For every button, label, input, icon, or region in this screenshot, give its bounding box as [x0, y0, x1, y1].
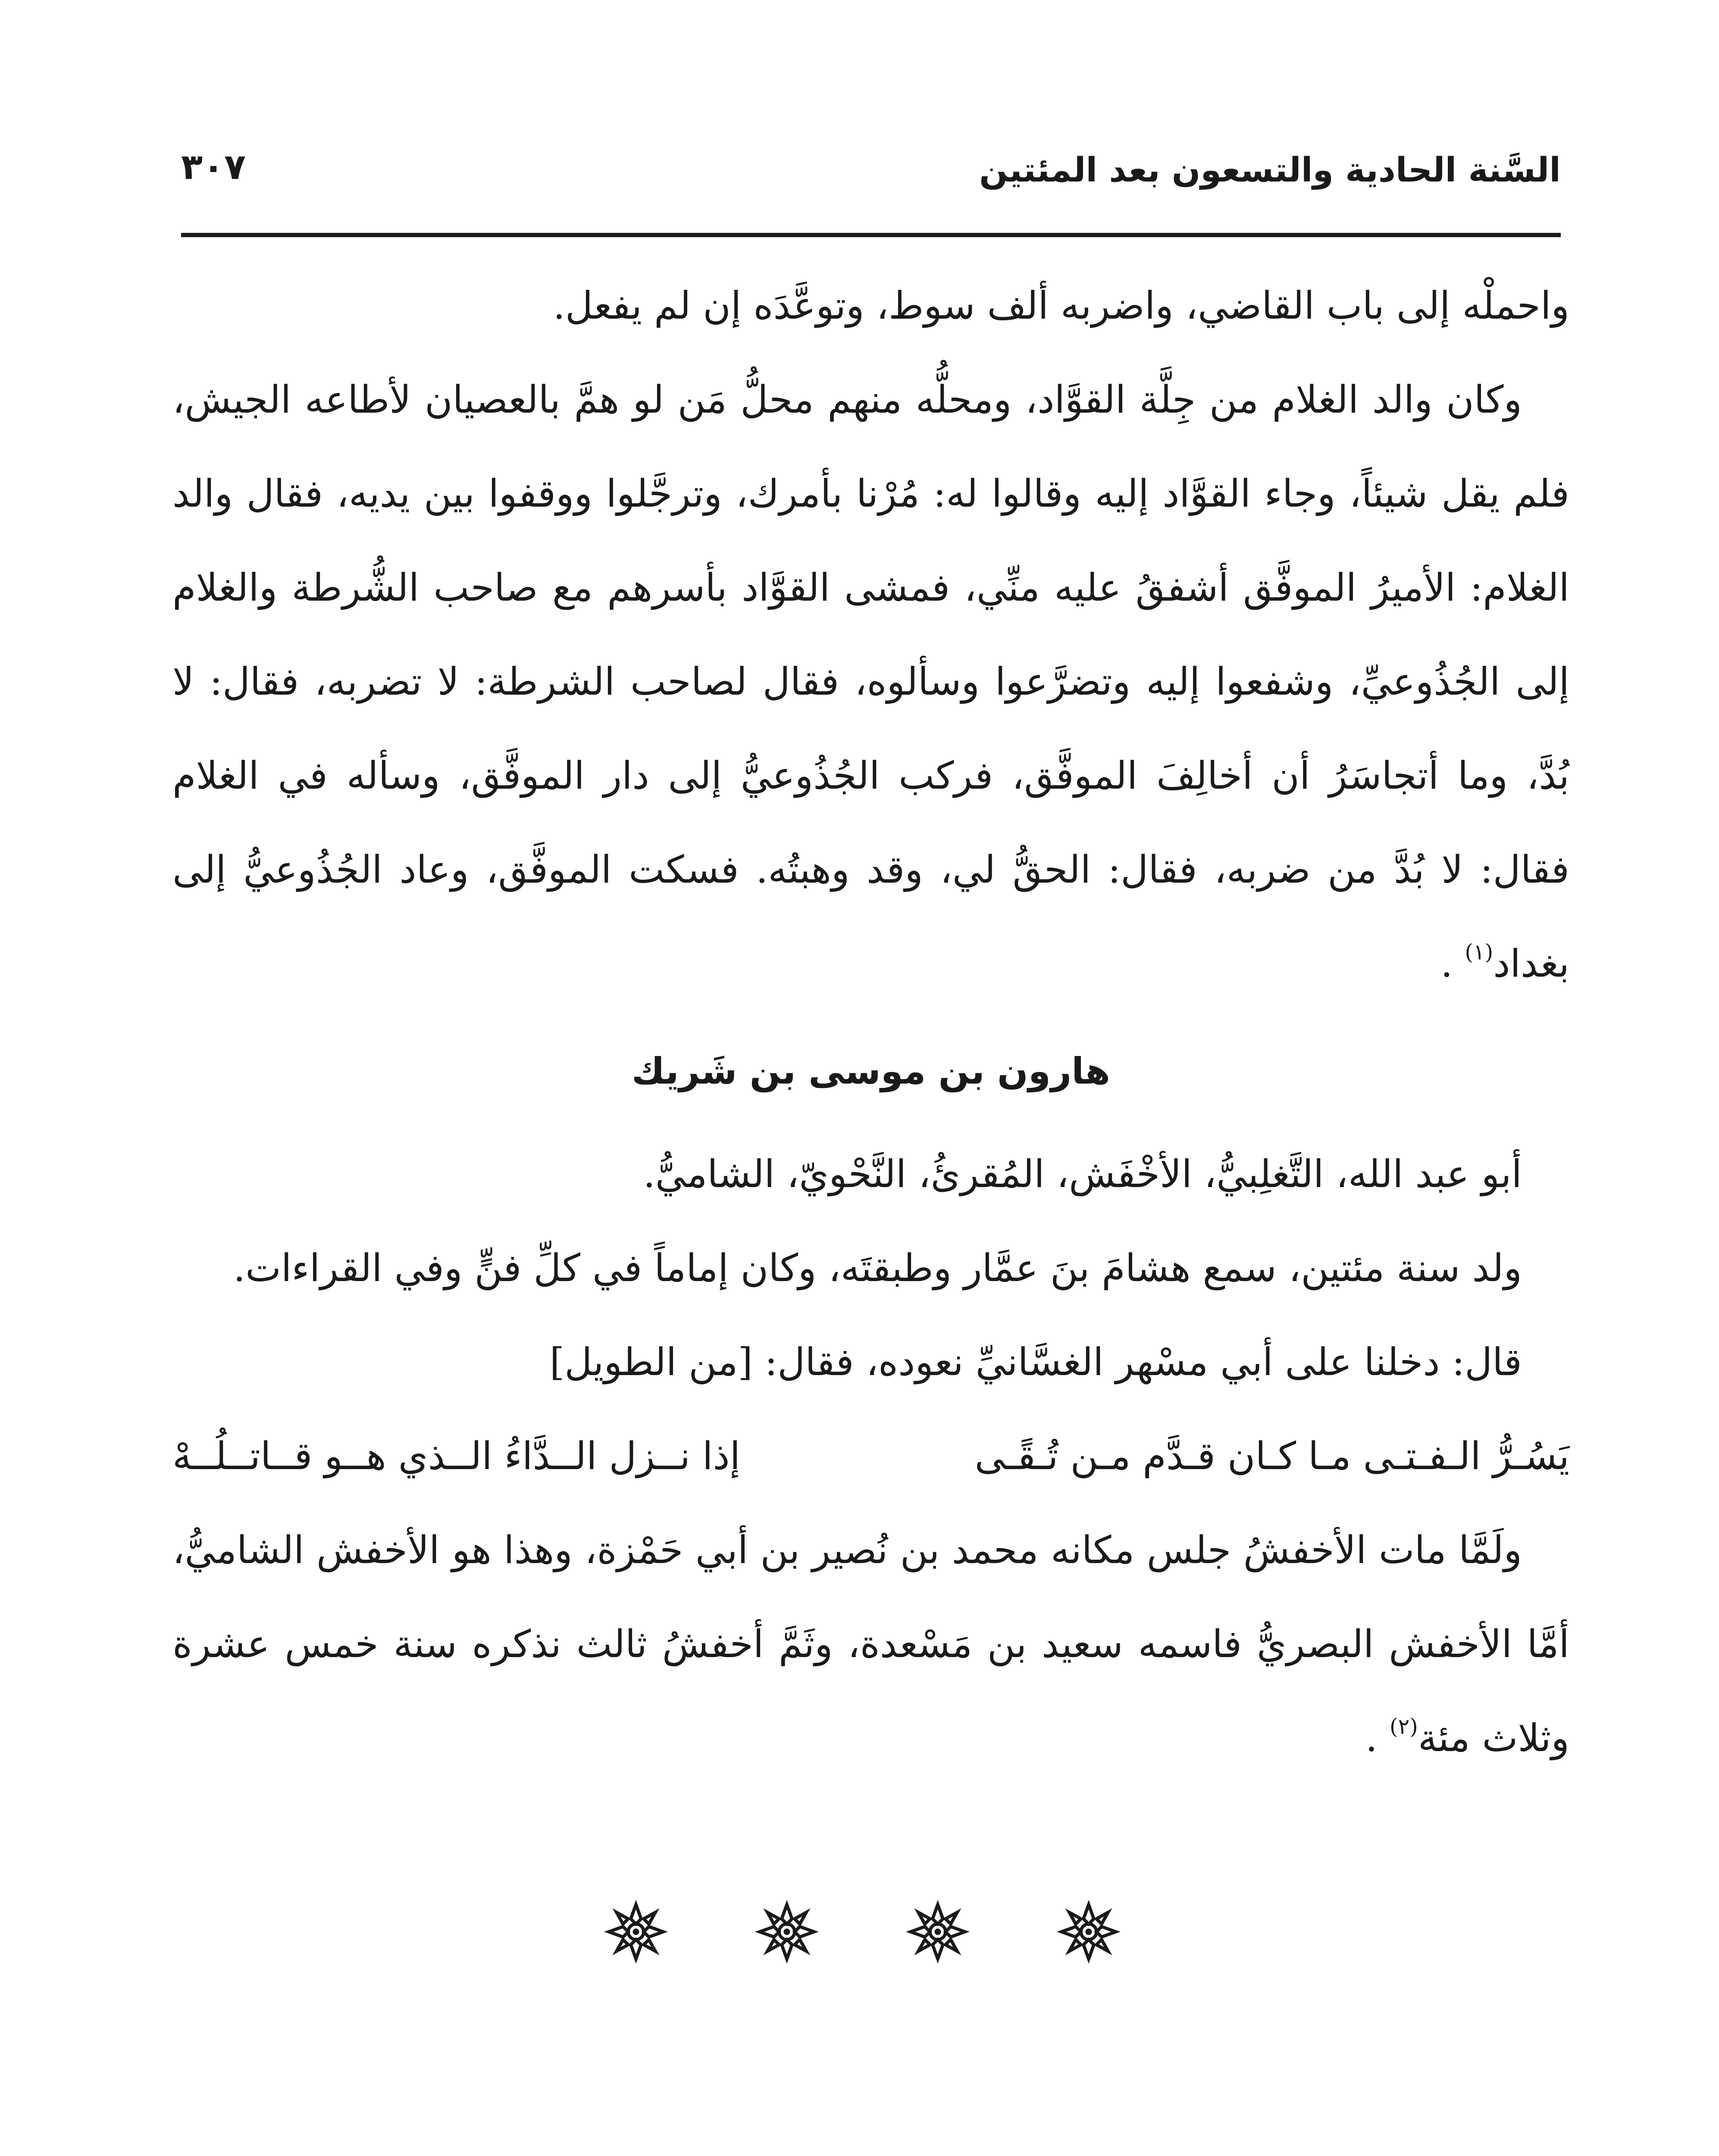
main-text	[172, 259, 1569, 1785]
verse-second-hemistich: إذا نــزل الــدَّاءُ الــذي هــو قــاتــلُــهْ	[172, 1434, 741, 1478]
flower-ornament-icon	[1056, 1899, 1121, 1964]
flower-ornament-icon	[755, 1899, 819, 1964]
section-heading: هارون بن موسى بن شَريك	[631, 1050, 1111, 1092]
paragraph-end: .	[1365, 1716, 1390, 1760]
paragraph: قال: دخلنا على أبي مسْهر الغسَّانيِّ نعوده، فقال: [من الطويل]	[549, 1340, 1522, 1384]
paragraph	[172, 353, 1569, 1011]
paragraph: ولد سنة مئتين، سمع هشامَ بنَ عمَّار وطبقتَه، وكان إماماً في كلِّ فنٍّ وفي القراءات.	[233, 1246, 1522, 1290]
paragraph: أبو عبد الله، التَّغلِبيُّ، الأخْفَش، المُقرئُ، النَّحْويّ، الشاميُّ.	[643, 1152, 1522, 1196]
paragraph-end: .	[1440, 941, 1465, 986]
footnote-ref: (٢)	[1389, 1714, 1418, 1739]
page-number: ٣٠٧	[181, 147, 246, 188]
running-title: السَّنة الحادية والتسعون بعد المئتين	[979, 151, 1561, 190]
verse-first-hemistich: يَسُـرُّ الـفـتـى مـا كـان قـدَّم مـن تُـقًـى	[974, 1434, 1569, 1478]
running-header	[181, 147, 1561, 224]
paragraph	[172, 1503, 1569, 1785]
ornament-divider	[604, 1897, 1121, 1966]
paragraph-text: وكان والد الغلام من جِلَّة القوَّاد، ومحلُّه منهم محلُّ مَن لو همَّ بالعصيان لأطاعه الجيش، فلم يقل شيئاً، وجاء القوَّاد إليه وقالوا له: مُرْنا بأمرك، وترجَّلوا ووقفوا بين يديه، فقال والد الغلام: الأميرُ الموفَّق أشفقُ عليه منِّي، فمشى القوَّاد بأسرهم مع صاحب الشُّرطة والغلام إلى الجُذُوعيِّ، وشفعوا إليه وتضرَّعوا وسألوه، فقال لصاحب الشرطة: لا تضربه، فقال: لا بُدَّ، وما أتجاسَرُ أن أخالِفَ الموفَّق، فركب الجُذُوعيُّ إلى دار الموفَّق، وسأله في الغلام فقال: لا بُدَّ من ضربه، فقال: الحقُّ لي، وقد وهبتُه. فسكت الموفَّق، وعاد الجُذُوعيُّ إلى بغداد	[172, 377, 1569, 986]
footnote-ref: (١)	[1465, 940, 1494, 965]
flower-ornament-icon	[604, 1899, 668, 1964]
header-rule	[181, 233, 1561, 237]
paragraph: واحملْه إلى باب القاضي، واضربه ألف سوط، وتوعَّدَه إن لم يفعل.	[553, 283, 1569, 328]
flower-ornament-icon	[905, 1899, 970, 1964]
poem-verse	[172, 1409, 1569, 1503]
paragraph-text: ولَمَّا مات الأخفشُ جلس مكانه محمد بن نُصير بن أبي حَمْزة، وهذا هو الأخفش الشاميُّ، أمَّا الأخفش البصريُّ فاسمه سعيد بن مَسْعدة، وثَمَّ أخفشُ ثالث نذكره سنة خمس عشرة وثلاث مئة	[172, 1528, 1569, 1760]
